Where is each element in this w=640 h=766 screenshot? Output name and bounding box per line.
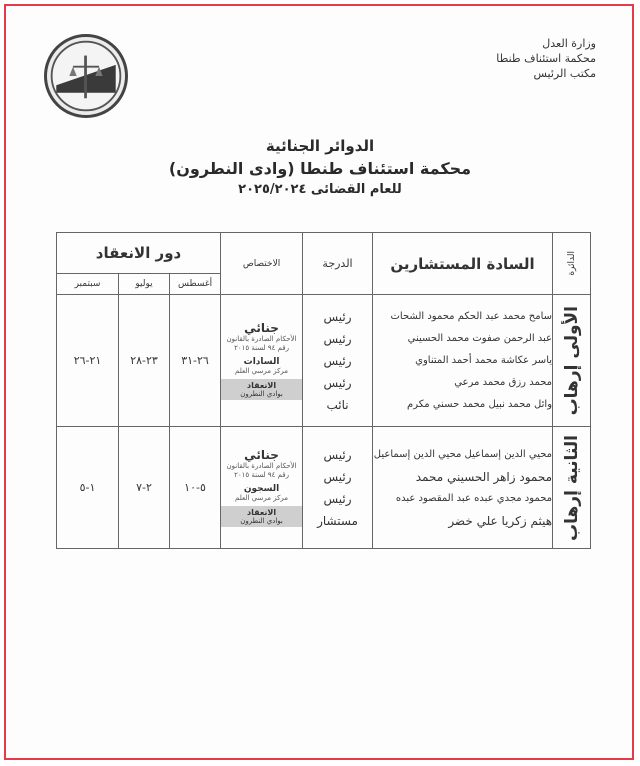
header-specialization: الاختصاص [221, 233, 303, 295]
judges-cell [373, 427, 553, 549]
court-line: محكمة استئناف طنطا [496, 52, 596, 65]
spec-box-title: الانعقاد [246, 381, 277, 390]
ministry-line: وزارة العدل [542, 37, 596, 50]
session-days: ٥-١٠ [170, 427, 221, 549]
spec-note: الأحكام الصادرة بالقانون رقم ٩٤ لسنة ٢٠١٥ [226, 462, 297, 479]
spec-sub-note: مركز مرسي العلم [235, 367, 289, 375]
spec-sub: السادات [243, 357, 280, 367]
judge-name: عبد الرحمن صفوت محمد الحسيني [407, 332, 553, 344]
header-rank: الدرجة [303, 233, 373, 295]
header-month: سبتمبر [57, 274, 119, 295]
judge-name: محمد رزق محمد مرعي [454, 376, 553, 388]
spec-box [221, 379, 302, 400]
spec-box-sub: بوادي النطرون [240, 390, 283, 398]
judge-name: محمود زاهر الحسيني محمد [415, 469, 553, 484]
specialization-cell [221, 427, 303, 549]
header-sessions: دور الانعقاد [57, 233, 221, 274]
spec-sub-note: مركز مرسي العلم [235, 494, 289, 502]
judge-name: سامح محمد عبد الحكم محمود الشحات [390, 310, 553, 322]
judge-name: هيثم زكريا علي خضر [448, 513, 553, 528]
spec-sub: السجون [243, 484, 280, 494]
title-line1: الدوائر الجنائية [265, 137, 375, 155]
session-days: ٢-٧ [119, 427, 170, 549]
rank: مستشار [317, 513, 358, 528]
session-days: ٢٦-٣١ [170, 295, 221, 427]
rank: رئيس [323, 309, 352, 324]
session-days: ١-٥ [57, 427, 119, 549]
title-line2: محكمة استئناف طنطا (وادى النطرون) [168, 159, 472, 178]
spec-box-title: الانعقاد [246, 508, 277, 517]
title-line3: للعام القضائى ٢٠٢٥/٢٠٢٤ [238, 182, 402, 197]
specialization-cell [221, 295, 303, 427]
judge-name: محمود مجدي عبده عبد المقصود عبده [395, 492, 553, 504]
judges-cell [373, 295, 553, 427]
rank: رئيس [323, 491, 352, 506]
rank: رئيس [323, 469, 352, 484]
rank: رئيس [323, 375, 352, 390]
circuit-name: الثانية إرهاب [561, 434, 582, 541]
rank-cell [303, 427, 373, 549]
header-judges: السادة المستشارين [373, 233, 553, 295]
rank: رئيس [323, 353, 352, 368]
spec-note: الأحكام الصادرة بالقانون رقم ٩٤ لسنة ٢٠١٥ [226, 335, 297, 352]
document-titles [0, 136, 640, 200]
spec-box-sub: بوادي النطرون [240, 517, 283, 525]
rank-cell [303, 295, 373, 427]
judge-name: محيي الدين إسماعيل محيي الدين إسماعيل [373, 448, 553, 460]
judge-name: وائل محمد نبيل محمد حسني مكرم [407, 398, 553, 410]
header-month: يوليو [119, 274, 170, 295]
court-seal-logo [44, 34, 128, 118]
rank: نائب [326, 397, 349, 412]
circuit-name: الأولى إرهاب [561, 305, 582, 416]
rank: رئيس [323, 447, 352, 462]
spec-box [221, 506, 302, 527]
circuit-cell [553, 295, 591, 427]
session-days: ٢١-٢٦ [57, 295, 119, 427]
header-month: أغسطس [170, 274, 221, 295]
spec-main: جنائي [244, 321, 279, 335]
circuit-cell [553, 427, 591, 549]
judge-name: ياسر عكاشة محمد أحمد المتناوي [415, 354, 553, 366]
session-days: ٢٣-٢٨ [119, 295, 170, 427]
spec-main: جنائي [244, 448, 279, 462]
office-line: مكتب الرئيس [533, 67, 596, 80]
ministry-header [496, 36, 596, 81]
header-circuit: الدائرة [553, 233, 591, 295]
schedule-table [56, 232, 591, 549]
rank: رئيس [323, 331, 352, 346]
